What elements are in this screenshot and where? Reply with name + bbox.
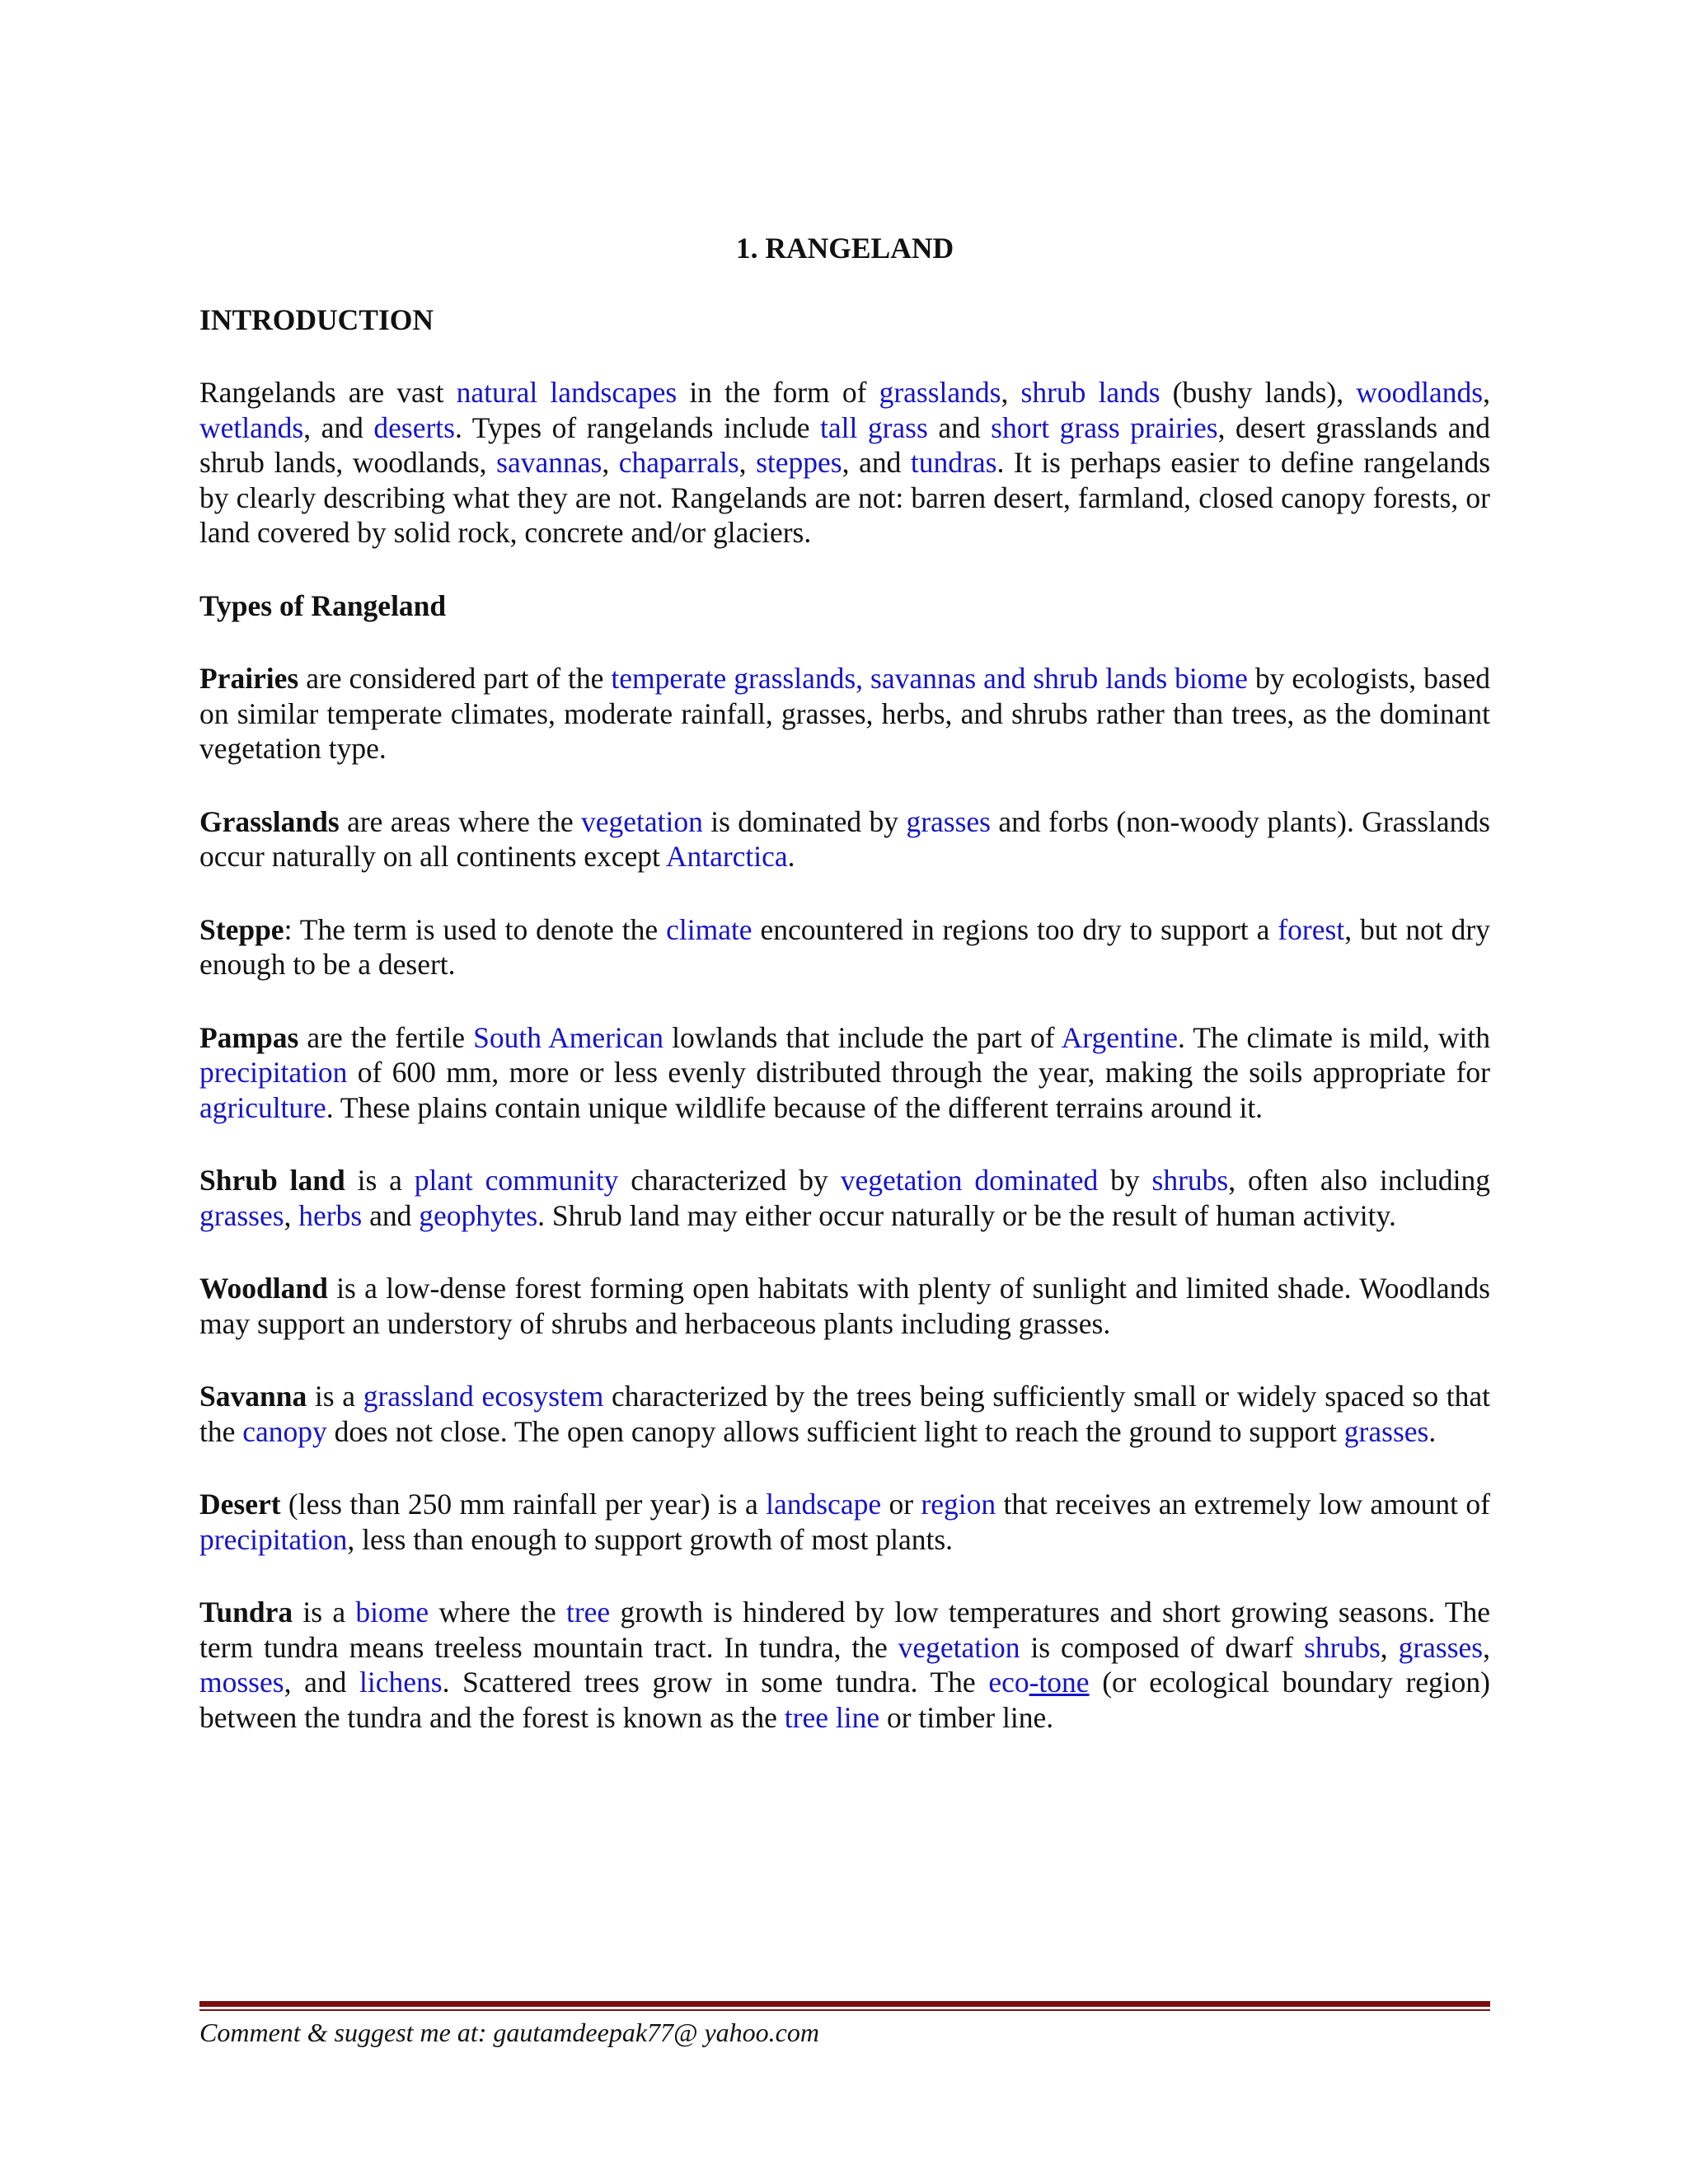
hyperlink[interactable]: vegetation — [898, 1630, 1020, 1664]
hyperlink[interactable]: Argentine — [1061, 1020, 1178, 1054]
body-text: is a — [345, 1164, 415, 1197]
paragraph-savanna — [199, 1379, 1490, 1449]
body-text: , and — [842, 446, 911, 479]
body-text: is dominated by — [702, 804, 907, 838]
hyperlink[interactable]: plant community — [414, 1164, 619, 1197]
term-heading: Savanna — [199, 1380, 307, 1413]
hyperlink[interactable]: savannas — [496, 446, 603, 479]
body-text: , often also including — [1228, 1164, 1490, 1197]
body-text: is a — [307, 1380, 363, 1413]
hyperlink[interactable]: landscape — [766, 1488, 882, 1521]
hyperlink[interactable]: herbs — [298, 1198, 363, 1232]
body-text: of 600 mm, more or less evenly distributed through the year, making the soils appropriate for — [347, 1056, 1490, 1089]
hyperlink[interactable]: mosses — [199, 1666, 284, 1699]
body-text: . These plains contain unique wildlife because of the different terrains around it. — [326, 1090, 1264, 1124]
term-heading: Prairies — [199, 662, 299, 695]
hyperlink[interactable]: vegetation — [580, 804, 703, 838]
hyperlink[interactable]: deserts — [373, 410, 455, 444]
body-text: in the form of — [677, 376, 879, 409]
hyperlink[interactable]: grassland ecosystem — [363, 1380, 604, 1413]
body-text: . Scattered trees grow in some tundra. The — [442, 1666, 989, 1699]
hyperlink[interactable]: tall grass — [819, 410, 928, 444]
body-text: is composed of dwarf — [1020, 1630, 1305, 1664]
body-text: is a low-dense forest forming open habitats with plenty of sunlight and limited shade. Woodlands may support an understory of shrubs and herbaceous plants including grasses. — [199, 1272, 1490, 1340]
hyperlink[interactable]: woodlands — [1356, 376, 1484, 409]
hyperlink[interactable]: grasses — [1343, 1414, 1429, 1448]
hyperlink[interactable]: -tone — [1029, 1666, 1090, 1699]
hyperlink[interactable]: climate — [666, 912, 753, 946]
body-text: . Types of rangelands include — [455, 410, 820, 444]
hyperlink[interactable]: grasslands — [879, 376, 1001, 409]
paragraph-tundra — [199, 1595, 1490, 1735]
hyperlink[interactable]: lichens — [359, 1666, 443, 1699]
body-text: , — [284, 1198, 299, 1232]
hyperlink[interactable]: grasses — [1398, 1630, 1484, 1664]
body-text: , — [738, 446, 757, 479]
term-heading: Pampas — [199, 1020, 299, 1054]
body-text: , — [602, 446, 619, 479]
body-text: by ecologists, based on similar temperate climates, moderate rainfall, grasses, herbs, and shrubs rather than trees, as the dominant vegetation type. — [199, 662, 1490, 765]
hyperlink[interactable]: chaparrals — [618, 446, 739, 479]
introduction-section — [199, 375, 1490, 551]
body-text: , and — [284, 1666, 360, 1699]
hyperlink[interactable]: Antarctica — [665, 840, 788, 873]
hyperlink[interactable]: tree line — [784, 1700, 880, 1734]
paragraph-woodland — [199, 1271, 1490, 1341]
body-text: and — [362, 1198, 420, 1232]
hyperlink[interactable]: tundras — [910, 446, 997, 479]
body-text: , less than enough to support growth of most plants. — [347, 1522, 954, 1556]
body-text: , — [1001, 376, 1021, 409]
hyperlink[interactable]: eco — [988, 1666, 1029, 1699]
body-text: Rangelands are vast — [199, 376, 457, 409]
hyperlink[interactable]: steppes — [756, 446, 842, 479]
body-text: does not close. The open canopy allows sufficient light to reach the ground to support — [326, 1414, 1344, 1448]
body-text: . Shrub land may either occur naturally or be the result of human activity. — [537, 1198, 1396, 1232]
body-text: are the fertile — [298, 1020, 474, 1054]
hyperlink[interactable]: precipitation — [199, 1522, 348, 1556]
chapter-title: 1. RANGELAND — [735, 232, 954, 265]
footer-contact-text: Comment & suggest me at: gautamdeepak77@ yahoo.com — [199, 2018, 819, 2047]
body-text: lowlands that include the part of — [663, 1020, 1062, 1054]
hyperlink[interactable]: forest — [1278, 912, 1345, 946]
paragraph-pampas — [199, 1020, 1490, 1126]
body-text: , — [1380, 1630, 1399, 1664]
hyperlink[interactable]: shrubs — [1151, 1164, 1229, 1197]
body-text: . It is perhaps easier to define rangelands by clearly describing what they are not. Rangelands are not: barren desert, farmland, closed canopy forests, or land covered by solid rock, concrete and/or glaciers. — [199, 446, 1491, 549]
footer-divider-thick — [199, 2001, 1490, 2007]
body-text: that receives an extremely low amount of — [996, 1488, 1490, 1521]
term-heading: Grasslands — [199, 804, 340, 838]
paragraph-prairies — [199, 661, 1490, 766]
hyperlink[interactable]: tree — [565, 1596, 611, 1629]
body-text: , — [1483, 376, 1490, 409]
body-text: , desert grasslands and shrub lands, woodlands, — [199, 410, 1490, 479]
hyperlink[interactable]: geophytes — [419, 1198, 538, 1232]
term-heading: Shrub land — [199, 1164, 345, 1197]
paragraph-grasslands — [199, 804, 1490, 874]
hyperlink[interactable]: precipitation — [199, 1056, 348, 1089]
term-heading: Woodland — [199, 1272, 328, 1305]
body-text: or timber line. — [879, 1700, 1054, 1734]
body-text: (bushy lands), — [1160, 376, 1357, 409]
body-text: characterized by the trees being sufficiently small or widely spaced so that the — [199, 1380, 1490, 1448]
body-text: , and — [303, 410, 374, 444]
body-text: characterized by — [618, 1164, 841, 1197]
hyperlink[interactable]: temperate grasslands, savannas and shrub lands biome — [611, 662, 1248, 695]
body-text: and — [927, 410, 992, 444]
body-text: are considered part of the — [298, 662, 612, 695]
footer-divider-thin — [199, 2009, 1490, 2011]
body-text: , but not dry enough to be a desert. — [199, 912, 1491, 981]
body-text: encountered in regions too dry to support a — [752, 912, 1278, 946]
section-heading-types: Types of Rangeland — [199, 588, 447, 622]
hyperlink[interactable]: short grass prairies — [991, 410, 1218, 444]
hyperlink[interactable]: agriculture — [199, 1090, 326, 1124]
body-text: (or ecological boundary region) between the tundra and the forest is known as the — [199, 1666, 1490, 1734]
hyperlink[interactable]: shrubs — [1304, 1630, 1381, 1664]
hyperlink[interactable]: vegetation dominated — [840, 1164, 1099, 1197]
hyperlink[interactable]: South American — [473, 1020, 664, 1054]
hyperlink[interactable]: grasses — [199, 1198, 284, 1232]
paragraph-intro — [199, 375, 1490, 551]
footer-divider — [199, 2001, 1490, 2011]
body-text: . The climate is mild, with — [1177, 1020, 1491, 1054]
body-text: is a — [293, 1596, 356, 1629]
body-text: by — [1098, 1164, 1152, 1197]
paragraph-desert — [199, 1487, 1490, 1557]
body-text: growth is hindered by low temperatures and short growing seasons. The term tundra means treeless mountain tract. In tundra, the — [199, 1596, 1491, 1664]
body-text: are areas where the — [339, 804, 581, 838]
hyperlink[interactable]: grasses — [906, 804, 991, 838]
hyperlink[interactable]: natural landscapes — [456, 376, 678, 409]
body-text: and forbs (non-woody plants). Grasslands occur naturally on all continents except — [199, 804, 1490, 873]
term-heading: Steppe — [199, 912, 284, 946]
hyperlink[interactable]: wetlands — [199, 410, 304, 444]
hyperlink[interactable]: shrub lands — [1020, 376, 1160, 409]
term-heading: Tundra — [199, 1596, 293, 1629]
body-text: (less than 250 mm rainfall per year) is a — [280, 1488, 767, 1521]
body-text: . — [1428, 1414, 1437, 1448]
hyperlink[interactable]: biome — [355, 1596, 429, 1629]
section-heading-introduction: INTRODUCTION — [199, 302, 434, 336]
body-text: . — [787, 840, 795, 873]
body-text: where the — [429, 1596, 566, 1629]
hyperlink[interactable]: region — [921, 1488, 996, 1521]
document-body — [199, 231, 1490, 1773]
rangeland-types-section — [199, 661, 1490, 1735]
term-heading: Desert — [199, 1488, 281, 1521]
body-text: or — [881, 1488, 921, 1521]
body-text: , — [1483, 1630, 1490, 1664]
paragraph-steppe — [199, 912, 1490, 982]
hyperlink[interactable]: canopy — [242, 1414, 327, 1448]
paragraph-shrub-land — [199, 1163, 1490, 1233]
body-text: : The term is used to denote the — [284, 912, 667, 946]
